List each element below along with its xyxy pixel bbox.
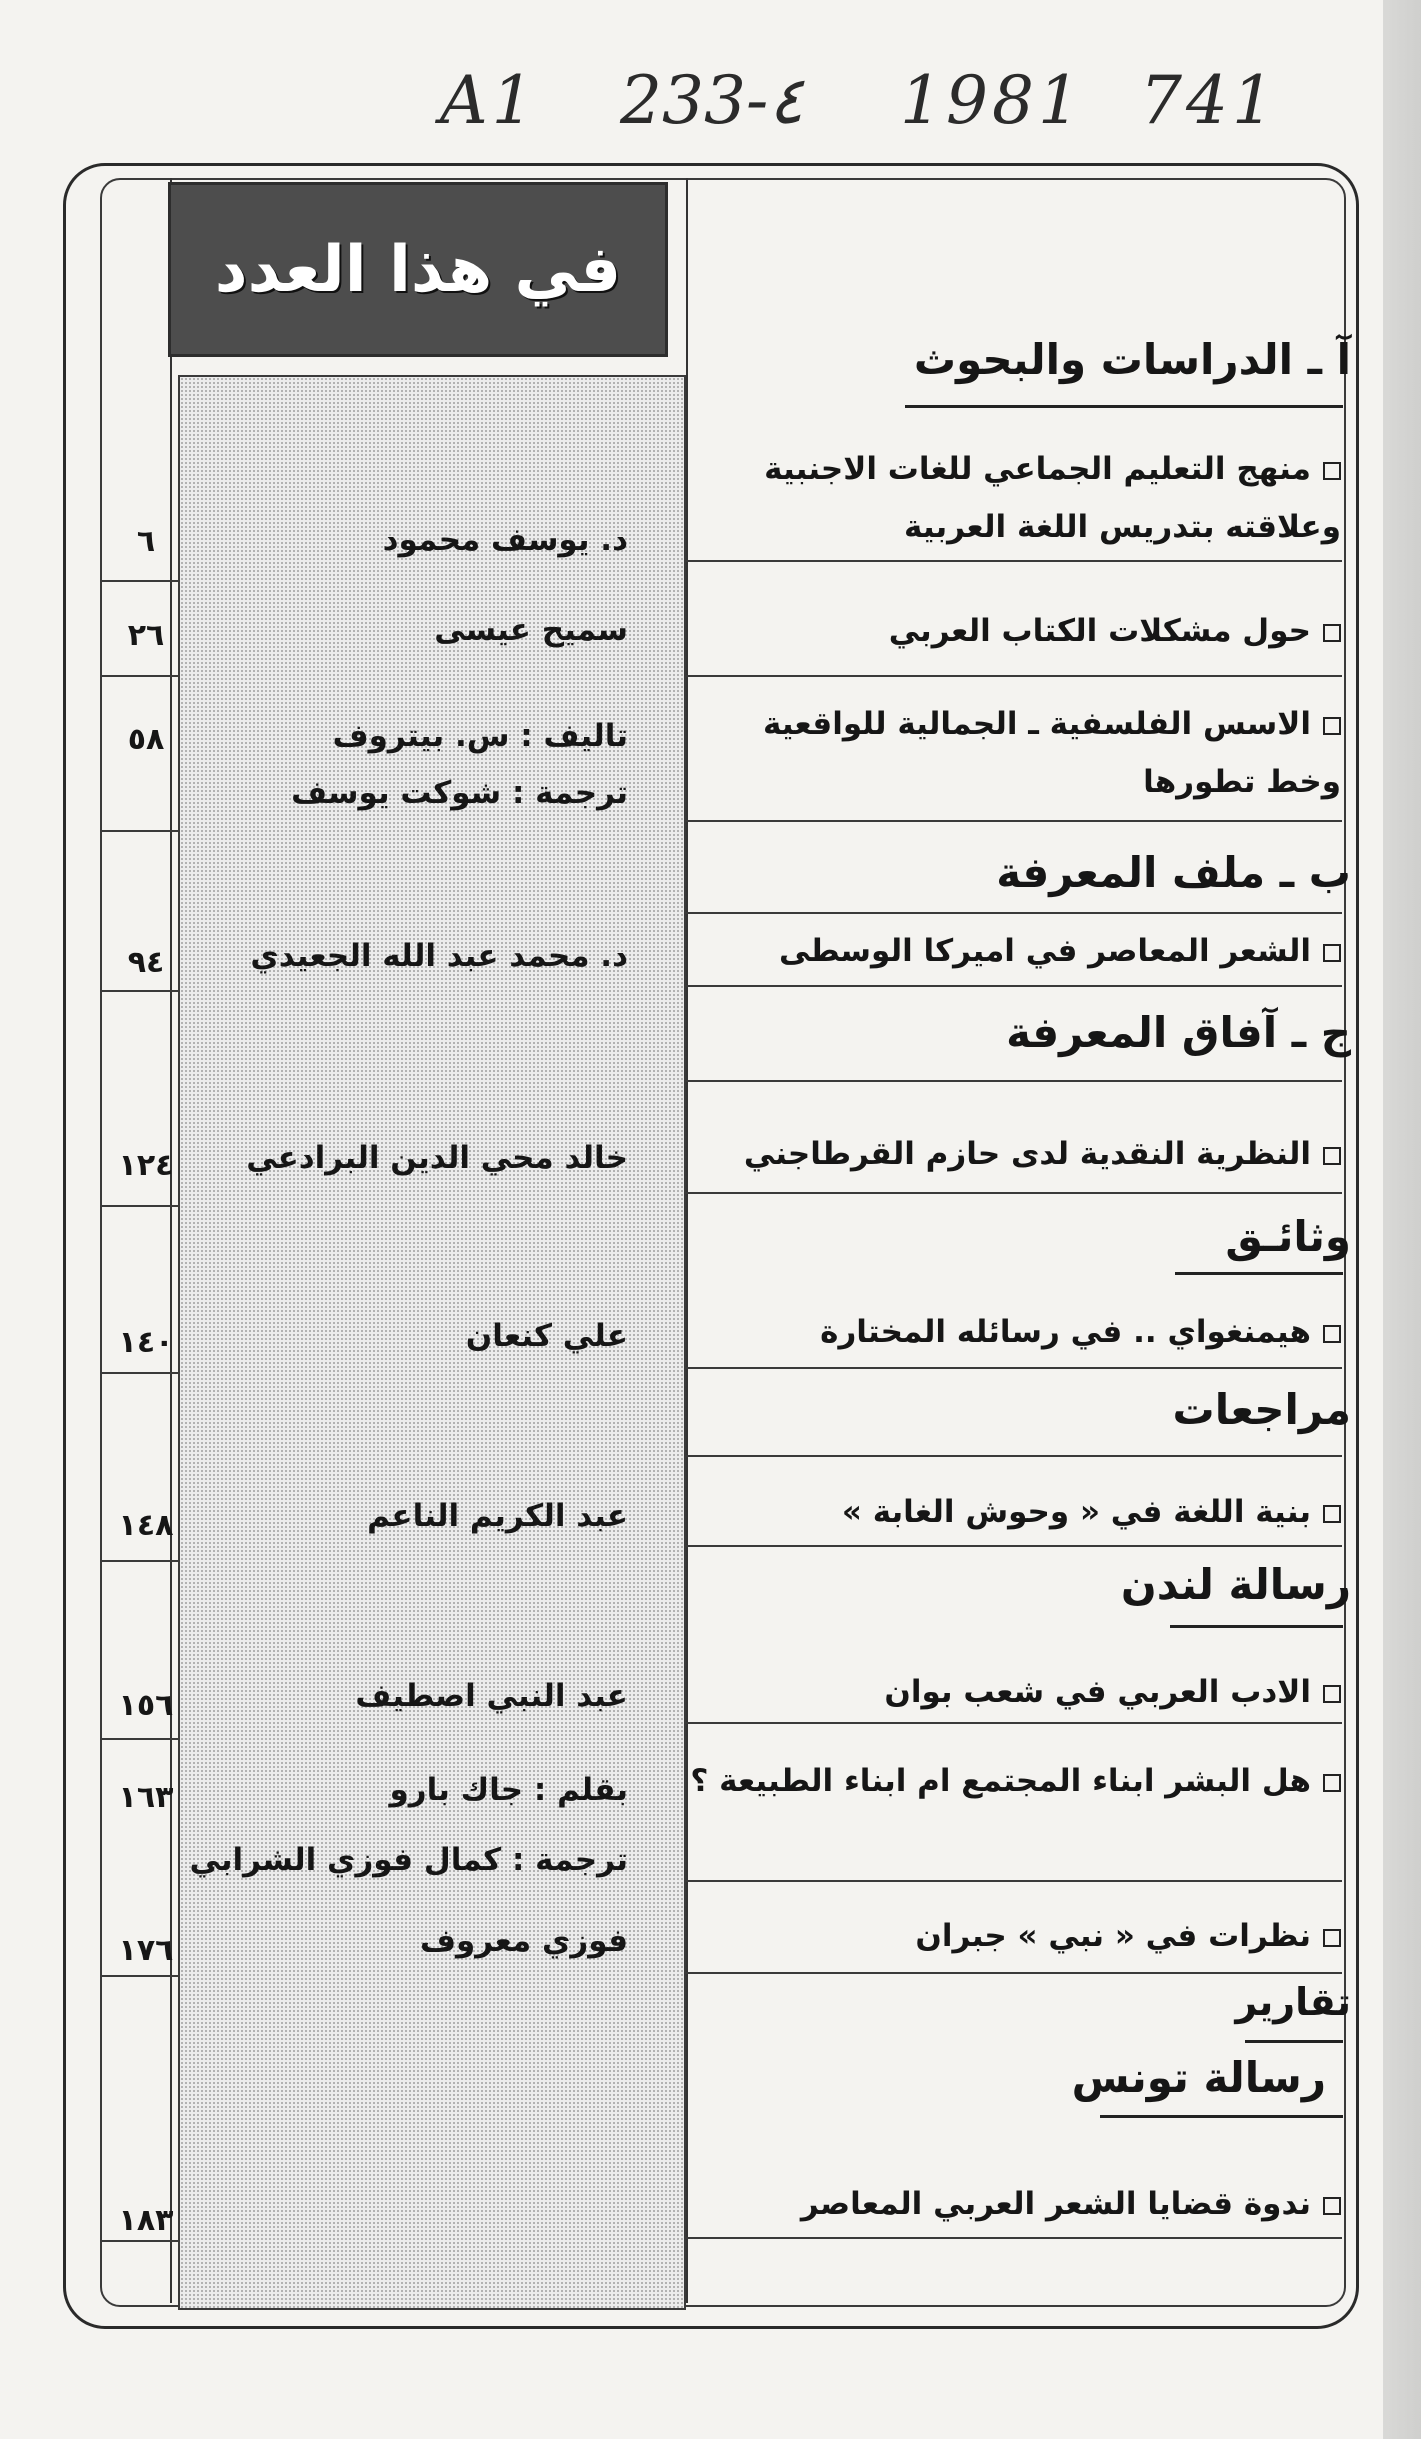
toc-entry-title [686,1125,1341,1183]
row-divider [686,1545,1342,1547]
section-underline [905,405,1343,408]
entry-title-line: هل البشر ابناء المجتمع ام ابناء الطبيعة ؟ [690,1763,1311,1799]
checkbox-bullet-icon [1323,624,1341,642]
page-divider [100,2240,178,2242]
page-divider [100,1975,178,1977]
section-underline [1100,2115,1343,2118]
section-underline [1175,1272,1343,1275]
checkbox-bullet-icon [1323,1325,1341,1343]
toc-entry-title [686,1907,1341,1965]
contents-header: في هذا العدد [168,182,668,357]
section-divider [686,912,1342,914]
toc-entry-page: ١٤٠ [118,1325,174,1360]
page-divider [100,1372,178,1374]
checkbox-bullet-icon [1323,1929,1341,1947]
adjacent-page-edge [1383,0,1421,2439]
section-heading-knowledge-file: ب ـ ملف المعرفة [996,848,1351,897]
section-underline [1170,1625,1343,1628]
toc-entry-author: تاليف : س. بيتروف [332,718,628,754]
section-heading-horizons: ج ـ آفاق المعرفة [1006,1008,1351,1057]
row-divider [686,985,1342,987]
checkbox-bullet-icon [1323,1147,1341,1165]
checkbox-bullet-icon [1323,462,1341,480]
section-divider [686,1455,1342,1457]
toc-entry-author: عبد النبي اصطيف [355,1678,628,1714]
entry-title-line: الادب العربي في شعب بوان [884,1674,1311,1710]
toc-entry-page: ١٤٨ [118,1508,174,1543]
toc-entry-translator: ترجمة : كمال فوزي الشرابي [189,1842,628,1878]
page-divider [100,1205,178,1207]
toc-entry-page: ١٢٤ [118,1148,174,1183]
page-divider [100,1738,178,1740]
section-heading-london-letter: رسالة لندن [1120,1560,1351,1609]
catalog-note-part: 233-٤ [620,62,804,139]
page-divider [100,675,178,677]
toc-entry-author: د. محمد عبد الله الجعيدي [250,938,628,974]
checkbox-bullet-icon [1323,2197,1341,2215]
toc-entry-author: بقلم : جاك بارو [389,1772,628,1808]
entry-title-line: بنية اللغة في « وحوش الغابة » [841,1494,1311,1530]
toc-entry-author: خالد محي الدين البرادعي [246,1140,628,1176]
catalog-note-part: 1981 [900,62,1084,139]
row-divider [686,1367,1342,1369]
checkbox-bullet-icon [1323,1685,1341,1703]
toc-entry-title [686,1303,1341,1361]
entry-title-line: الاسس الفلسفية ـ الجمالية للواقعية [762,706,1311,742]
catalog-note-part: A1 [440,62,538,139]
toc-entry-author: سميح عيسى [434,612,628,648]
entry-title-line: منهج التعليم الجماعي للغات الاجنبية [764,451,1311,487]
checkbox-bullet-icon [1323,1774,1341,1792]
toc-entry-page: ١٦٣ [118,1780,174,1815]
toc-entry-page: ١٥٦ [118,1688,174,1723]
handwritten-catalog-note [440,62,1280,162]
entry-title-line: النظرية النقدية لدى حازم القرطاجني [743,1136,1311,1172]
page-divider [100,990,178,992]
toc-entry-author: د. يوسف محمود [382,522,628,558]
toc-entry-author: عبد الكريم الناعم [367,1498,628,1534]
toc-entry-title [686,695,1341,811]
row-divider [686,820,1342,822]
section-heading-studies: آ ـ الدراسات والبحوث [913,335,1351,384]
toc-entry-title [686,1483,1341,1541]
toc-entry-title [686,1663,1341,1721]
toc-entry-page: ١٧٦ [118,1933,174,1968]
entry-title-line: نظرات في « نبي » جبران [915,1918,1311,1954]
entry-title-line: وعلاقته بتدريس اللغة العربية [904,509,1341,545]
entry-title-line: وخط تطورها [1143,764,1341,800]
row-divider [686,675,1342,677]
toc-entry-author: علي كنعان [465,1318,628,1354]
row-divider [686,2237,1342,2239]
section-heading-documents: وثائـق [1225,1212,1351,1261]
entry-title-line: هيمنغواي .. في رسائله المختارة [820,1314,1311,1350]
entry-title-line: ندوة قضايا الشعر العربي المعاصر [800,2186,1311,2222]
section-heading-reviews: مراجعات [1172,1385,1351,1434]
row-divider [686,560,1342,562]
section-underline [1245,2040,1343,2043]
catalog-note-part: 741 [1140,62,1278,139]
toc-entry-translator: ترجمة : شوكت يوسف [291,775,628,811]
page-divider [100,1560,178,1562]
row-divider [686,1722,1342,1724]
toc-entry-title [686,440,1341,556]
page-divider [100,830,178,832]
toc-entry-page: ١٨٣ [118,2203,174,2238]
toc-entry-title [686,602,1341,660]
page-number-column-divider [170,178,172,2303]
section-heading-tunis-letter: رسالة تونس [1071,2053,1326,2102]
entry-title-line: حول مشكلات الكتاب العربي [888,613,1311,649]
toc-entry-author: فوزي معروف [419,1923,628,1959]
toc-entry-title [686,1752,1341,1810]
section-divider [686,1080,1342,1082]
entry-title-line: الشعر المعاصر في اميركا الوسطى [778,933,1311,969]
checkbox-bullet-icon [1323,1505,1341,1523]
section-heading-reports: تقارير [1235,1980,1351,2024]
checkbox-bullet-icon [1323,944,1341,962]
toc-entry-page: ٢٦ [127,618,165,653]
toc-entry-title [686,922,1341,980]
toc-entry-page: ٦ [136,524,156,559]
row-divider [686,1972,1342,1974]
toc-entry-page: ٩٤ [127,945,165,980]
row-divider [686,1192,1342,1194]
checkbox-bullet-icon [1323,717,1341,735]
page-divider [100,580,178,582]
toc-entry-title [686,2175,1341,2233]
toc-entry-page: ٥٨ [127,722,165,757]
row-divider [686,1880,1342,1882]
